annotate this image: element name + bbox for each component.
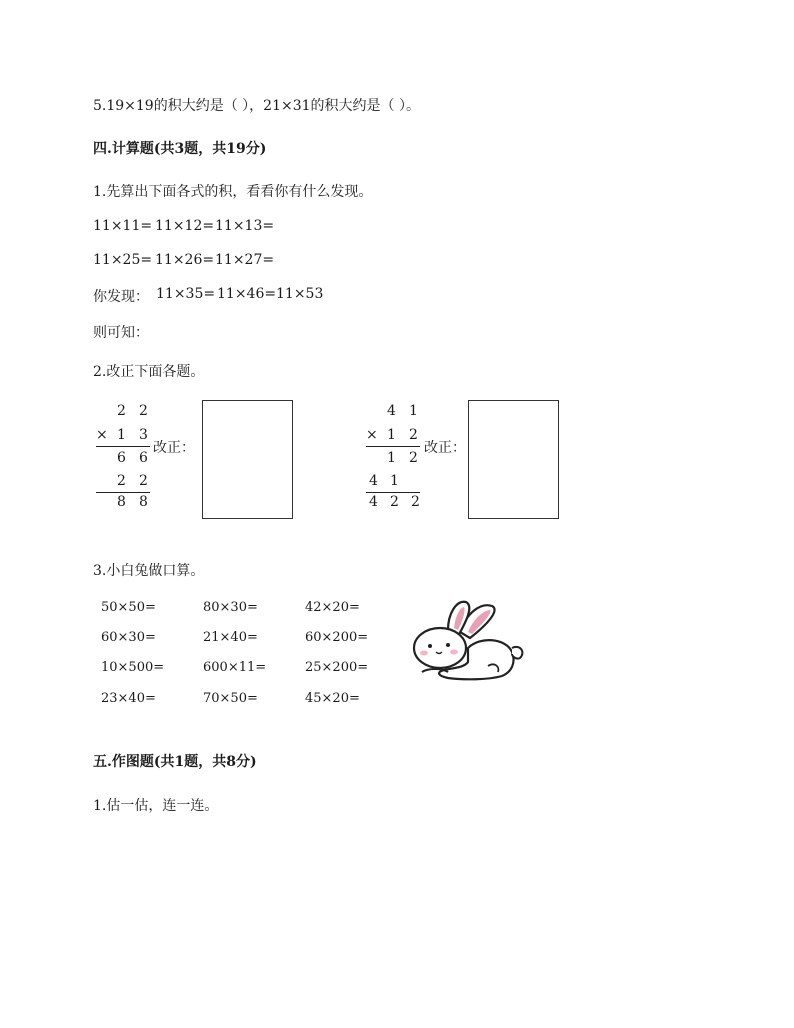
- calc-11x26: 11×26=: [155, 252, 215, 268]
- digit: 4: [387, 403, 396, 419]
- calc-11x13: 11×13=: [215, 218, 275, 234]
- oral-calc: 21×40=: [203, 630, 258, 645]
- draw-q1-prompt: 1.估一估，连一连。: [93, 798, 219, 814]
- calc-11x35: 11×35=: [156, 286, 216, 302]
- digit: 2: [409, 427, 418, 443]
- digit: 4: [369, 473, 378, 489]
- divider-line: [366, 446, 420, 447]
- oral-calc: 50×50=: [101, 600, 156, 615]
- section-4-title: 四.计算题(共3题，共19分): [93, 141, 267, 157]
- digit: 2: [411, 494, 420, 510]
- conclusion-label: 则可知：: [93, 325, 149, 341]
- digit: 2: [117, 473, 126, 489]
- digit: 1: [117, 427, 126, 443]
- calc-11x53: 11×53: [276, 286, 324, 302]
- oral-calc: 80×30=: [203, 600, 258, 615]
- digit: 3: [139, 427, 148, 443]
- discover-label: 你发现：: [93, 289, 149, 305]
- oral-calc: 600×11=: [203, 660, 267, 675]
- oral-calc: 45×20=: [305, 691, 360, 706]
- digit: 8: [139, 494, 148, 510]
- digit: 2: [390, 494, 399, 510]
- digit: 1: [390, 473, 399, 489]
- oral-calc: 42×20=: [305, 600, 360, 615]
- times-sign: ×: [366, 427, 378, 443]
- oral-calc: 70×50=: [203, 691, 258, 706]
- digit: 6: [117, 450, 126, 466]
- oral-calc: 60×30=: [101, 630, 156, 645]
- oral-calc: 60×200=: [305, 630, 369, 645]
- divider-line: [96, 492, 150, 493]
- divider-line: [366, 492, 420, 493]
- calc-11x27: 11×27=: [215, 252, 275, 268]
- digit: 2: [117, 403, 126, 419]
- calc-11x46: 11×46=: [217, 286, 277, 302]
- digit: 2: [139, 403, 148, 419]
- divider-line: [96, 446, 150, 447]
- oral-calc: 10×500=: [101, 660, 165, 675]
- oral-calc: 25×200=: [305, 660, 369, 675]
- times-sign: ×: [96, 427, 108, 443]
- rabbit-illustration: [408, 596, 530, 686]
- calc-11x11: 11×11=: [93, 218, 153, 234]
- correct-label-left: 改正：: [153, 440, 195, 456]
- digit: 4: [369, 494, 378, 510]
- calc-11x12: 11×12=: [155, 218, 215, 234]
- calc-q3-prompt: 3.小白兔做口算。: [93, 563, 205, 579]
- digit: 1: [387, 450, 396, 466]
- calc-q1-prompt: 1.先算出下面各式的积，看看你有什么发现。: [93, 184, 373, 200]
- section-5-title: 五.作图题(共1题，共8分): [93, 754, 257, 770]
- calc-11x25: 11×25=: [93, 252, 153, 268]
- correction-box-left[interactable]: [202, 400, 293, 519]
- oral-calc: 23×40=: [101, 691, 156, 706]
- question-5: 5.19×19的积大约是（ ），21×31的积大约是（ ）。: [93, 98, 420, 114]
- digit: 2: [139, 473, 148, 489]
- digit: 6: [139, 450, 148, 466]
- correct-label-right: 改正：: [424, 440, 466, 456]
- correction-box-right[interactable]: [468, 400, 559, 519]
- digit: 8: [117, 494, 126, 510]
- calc-q2-prompt: 2.改正下面各题。: [93, 364, 205, 380]
- digit: 2: [409, 450, 418, 466]
- digit: 1: [387, 427, 396, 443]
- digit: 1: [409, 403, 418, 419]
